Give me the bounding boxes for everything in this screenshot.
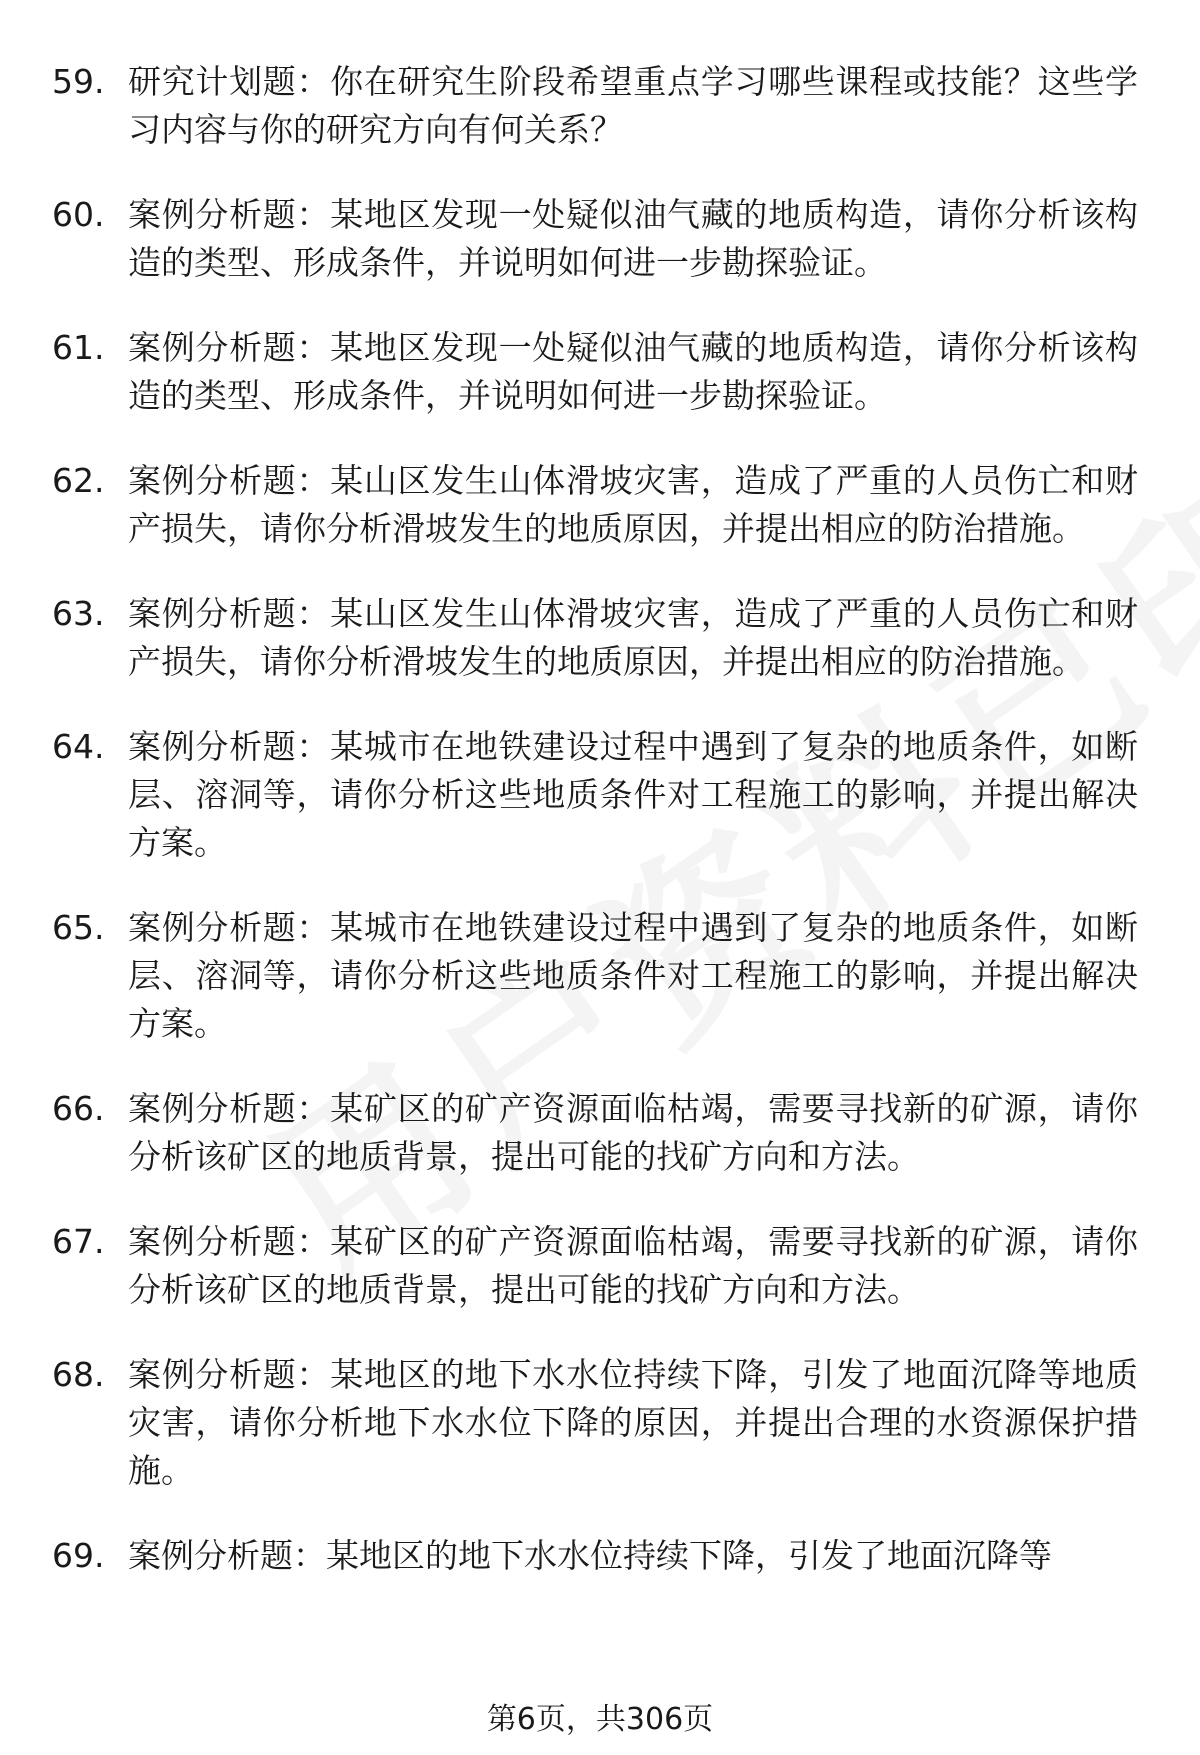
question-number: 65.: [52, 908, 105, 947]
question-item-67: [0, 1218, 1200, 1314]
question-item-61: [0, 324, 1200, 420]
page-footer: 第6页，共306页: [486, 1702, 714, 1737]
question-number: 60.: [52, 195, 105, 234]
question-number: 63.: [52, 594, 105, 633]
question-text: 案例分析题：某矿区的矿产资源面临枯竭，需要寻找新的矿源，请你分析该矿区的地质背景，提出可能的找矿方向和方法。: [128, 1222, 1138, 1309]
question-item-69: [0, 1532, 1200, 1580]
question-number: 69.: [52, 1536, 105, 1575]
question-number: 66.: [52, 1089, 105, 1128]
question-text: 案例分析题：某矿区的矿产资源面临枯竭，需要寻找新的矿源，请你分析该矿区的地质背景，提出可能的找矿方向和方法。: [128, 1089, 1138, 1176]
question-text: 案例分析题：某山区发生山体滑坡灾害，造成了严重的人员伤亡和财产损失，请你分析滑坡发生的地质原因，并提出相应的防治措施。: [128, 461, 1138, 548]
question-item-68: [0, 1351, 1200, 1495]
question-item-62: [0, 457, 1200, 553]
question-item-63: [0, 590, 1200, 686]
question-text: 案例分析题：某地区发现一处疑似油气藏的地质构造，请你分析该构造的类型、形成条件，并说明如何进一步勘探验证。: [128, 328, 1138, 415]
question-number: 62.: [52, 461, 105, 500]
question-text: 案例分析题：某城市在地铁建设过程中遇到了复杂的地质条件，如断层、溶洞等，请你分析这些地质条件对工程施工的影响，并提出解决方案。: [128, 908, 1138, 1043]
question-item-60: [0, 191, 1200, 287]
question-number: 68.: [52, 1355, 105, 1394]
question-text: 案例分析题：某地区的地下水水位持续下降，引发了地面沉降等: [128, 1536, 1052, 1575]
question-number: 61.: [52, 328, 105, 367]
question-text: 研究计划题：你在研究生阶段希望重点学习哪些课程或技能？这些学习内容与你的研究方向有何关系？: [128, 62, 1138, 149]
question-text: 案例分析题：某城市在地铁建设过程中遇到了复杂的地质条件，如断层、溶洞等，请你分析这些地质条件对工程施工的影响，并提出解决方案。: [128, 727, 1138, 862]
question-item-65: [0, 904, 1200, 1048]
question-item-66: [0, 1085, 1200, 1181]
question-item-59: [0, 58, 1200, 154]
question-number: 64.: [52, 727, 105, 766]
question-list: [0, 58, 1200, 1617]
question-text: 案例分析题：某山区发生山体滑坡灾害，造成了严重的人员伤亡和财产损失，请你分析滑坡发生的地质原因，并提出相应的防治措施。: [128, 594, 1138, 681]
question-number: 67.: [52, 1222, 105, 1261]
question-text: 案例分析题：某地区发现一处疑似油气藏的地质构造，请你分析该构造的类型、形成条件，并说明如何进一步勘探验证。: [128, 195, 1138, 282]
question-number: 59.: [52, 62, 105, 101]
question-text: 案例分析题：某地区的地下水水位持续下降，引发了地面沉降等地质灾害，请你分析地下水水位下降的原因，并提出合理的水资源保护措施。: [128, 1355, 1138, 1490]
question-item-64: [0, 723, 1200, 867]
